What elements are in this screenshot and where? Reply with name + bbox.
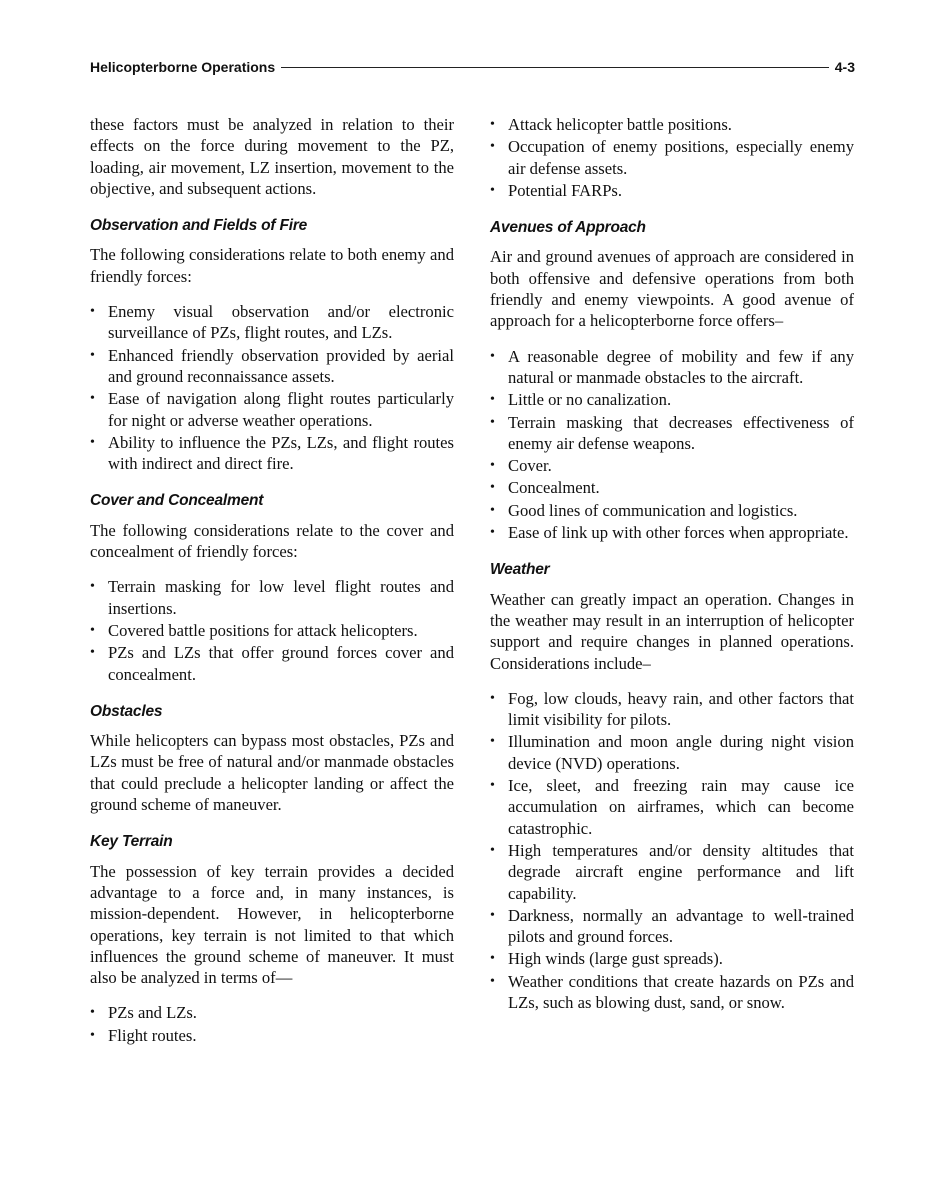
list-item: • Potential FARPs.: [490, 180, 854, 201]
list-item: • Ease of link up with other forces when appropriate.: [490, 522, 854, 543]
left-column: [90, 114, 454, 1060]
list-item: • Little or no canalization.: [490, 389, 854, 410]
running-title: Helicopterborne Operations: [90, 59, 281, 75]
list-item: • Good lines of communication and logistics.: [490, 500, 854, 521]
list-item: • A reasonable degree of mobility and few if any natural or manmade obstacles to the aircraft.: [490, 346, 854, 389]
list-item: • PZs and LZs.: [90, 1002, 454, 1023]
list-item: • Enhanced friendly observation provided by aerial and ground reconnaissance assets.: [90, 345, 454, 388]
key-terrain-text: The possession of key terrain provides a decided advantage to a force and, in many instances, is mission-dependent. However, in helicopterborne operations, key terrain is not limited to that which influences the ground scheme of maneuver. It must also be analyzed in terms of—: [90, 861, 454, 988]
key-terrain-list: [90, 1002, 454, 1046]
list-item: • Ice, sleet, and freezing rain may cause ice accumulation on airframes, which can become catastrophic.: [490, 775, 854, 839]
list-item: • Occupation of enemy positions, especially enemy air defense assets.: [490, 136, 854, 179]
list-item: • Attack helicopter battle positions.: [490, 114, 854, 135]
list-item: • Cover.: [490, 455, 854, 476]
list-item: • Terrain masking for low level flight routes and insertions.: [90, 576, 454, 619]
observation-list: [90, 301, 454, 474]
intro-paragraph: these factors must be analyzed in relation to their effects on the force during movement to the PZ, loading, air movement, LZ insertion, movement to the objective, and subsequent actions.: [90, 115, 454, 198]
list-item: • High winds (large gust spreads).: [490, 948, 854, 969]
list-item: • Flight routes.: [90, 1025, 454, 1046]
heading-key-terrain: Key Terrain: [90, 833, 173, 851]
page-number: 4-3: [829, 59, 855, 75]
page-header: [90, 59, 855, 79]
list-item: • Covered battle positions for attack helicopters.: [90, 620, 454, 641]
list-item: • Ability to influence the PZs, LZs, and flight routes with indirect and direct fire.: [90, 432, 454, 475]
list-item: • PZs and LZs that offer ground forces cover and concealment.: [90, 642, 454, 685]
list-item: • High temperatures and/or density altitudes that degrade aircraft engine performance and lift capability.: [490, 840, 854, 904]
list-item: • Fog, low clouds, heavy rain, and other factors that limit visibility for pilots.: [490, 688, 854, 731]
heading-weather: Weather: [490, 561, 550, 579]
avenues-text: Air and ground avenues of approach are considered in both offensive and defensive operations from both friendly and enemy viewpoints. A good avenue of approach for a helicopterborne force offers–: [490, 247, 854, 331]
cover-list: [90, 576, 454, 684]
right-column: [490, 114, 854, 1027]
continued-list: [490, 114, 854, 201]
heading-cover: Cover and Concealment: [90, 492, 264, 510]
list-item: • Ease of navigation along flight routes particularly for night or adverse weather operations.: [90, 388, 454, 431]
avenues-list: [490, 346, 854, 544]
weather-text: Weather can greatly impact an operation. Changes in the weather may result in an interruption of helicopter support and require changes in planned operations. Considerations include–: [490, 589, 854, 673]
heading-avenues: Avenues of Approach: [490, 219, 646, 237]
list-item: • Weather conditions that create hazards on PZs and LZs, such as blowing dust, sand, or snow.: [490, 971, 854, 1014]
list-item: • Terrain masking that decreases effectiveness of enemy air defense weapons.: [490, 412, 854, 455]
heading-obstacles: Obstacles: [90, 702, 163, 720]
cover-text: The following considerations relate to the cover and concealment of friendly forces:: [90, 520, 454, 562]
weather-list: [490, 688, 854, 1013]
list-item: • Concealment.: [490, 477, 854, 498]
heading-observation: Observation and Fields of Fire: [90, 217, 308, 235]
list-item: • Illumination and moon angle during night vision device (NVD) operations.: [490, 731, 854, 774]
list-item: • Enemy visual observation and/or electronic surveillance of PZs, flight routes, and LZs.: [90, 301, 454, 344]
list-item: • Darkness, normally an advantage to well-trained pilots and ground forces.: [490, 905, 854, 948]
observation-text: The following considerations relate to both enemy and friendly forces:: [90, 245, 454, 286]
obstacles-text: While helicopters can bypass most obstacles, PZs and LZs must be free of natural and/or manmade obstacles that could preclude a helicopter landing or affect the ground scheme of maneuver.: [90, 731, 454, 815]
